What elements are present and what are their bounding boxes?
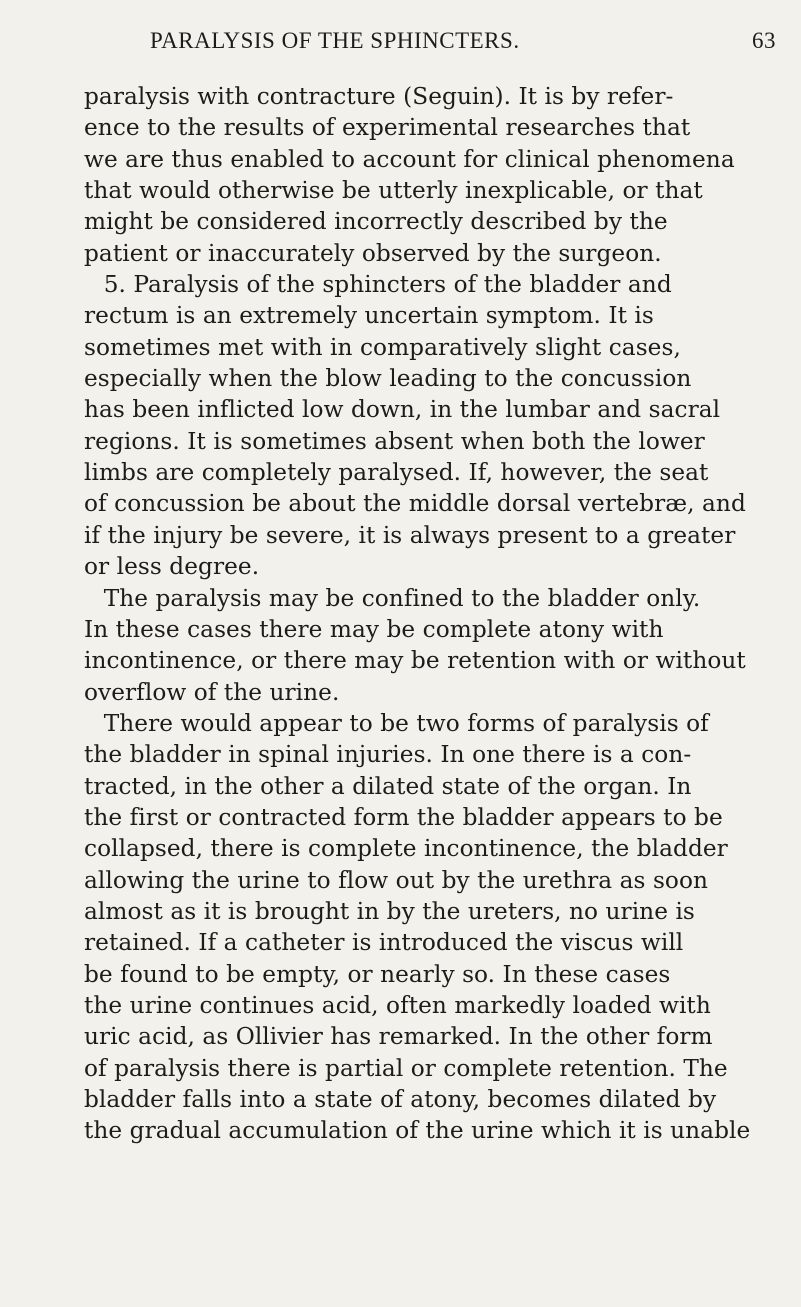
text-line: might be considered incorrectly described by the bbox=[84, 207, 668, 236]
text-line: incontinence, or there may be retention with or without bbox=[84, 646, 746, 675]
text-line: has been inflicted low down, in the lumbar and sacral bbox=[84, 395, 721, 424]
text-line: if the injury be severe, it is always present to a greater bbox=[84, 520, 736, 549]
text-line: sometimes met with in comparatively slight cases, bbox=[84, 332, 681, 361]
text-line: patient or inaccurately observed by the surgeon. bbox=[84, 238, 662, 267]
text-line: be found to be empty, or nearly so. In these cases bbox=[84, 959, 671, 988]
text-line: overflow of the urine. bbox=[84, 677, 340, 706]
text-line: The paralysis may be confined to the bladder only. bbox=[103, 583, 701, 612]
page-header bbox=[150, 24, 780, 58]
text-line: There would appear to be two forms of paralysis of bbox=[103, 708, 709, 737]
text-line: the gradual accumulation of the urine which it is unable bbox=[84, 1116, 751, 1145]
text-line: bladder falls into a state of atony, becomes dilated by bbox=[84, 1085, 717, 1113]
text-line: the urine continues acid, often markedly loaded with bbox=[84, 990, 711, 1019]
text-line: ence to the results of experimental researches that bbox=[84, 113, 691, 142]
text-line: allowing the urine to flow out by the urethra as soon bbox=[84, 865, 709, 894]
text-line: regions. It is sometimes absent when both the lower bbox=[84, 426, 705, 455]
text-line: of concussion be about the middle dorsal vertebræ, and bbox=[84, 489, 746, 518]
text-line: especially when the blow leading to the concussion bbox=[84, 364, 692, 393]
running-head: PARALYSIS OF THE SPHINCTERS. bbox=[150, 28, 520, 53]
text-line: the bladder in spinal injuries. In one there is a con- bbox=[84, 740, 692, 769]
text-line: of paralysis there is partial or complete retention. The bbox=[84, 1053, 728, 1082]
text-line: tracted, in the other a dilated state of the organ. In bbox=[84, 771, 692, 800]
text-line: that would otherwise be utterly inexplicable, or that bbox=[84, 176, 703, 205]
text-line: the first or contracted form the bladder appears to be bbox=[84, 802, 723, 831]
text-line: paralysis with contracture (Seguin). It is by refer- bbox=[84, 82, 674, 110]
text-line: uric acid, as Ollivier has remarked. In the other form bbox=[84, 1022, 713, 1051]
text-line: collapsed, there is complete incontinence, the bladder bbox=[84, 834, 728, 863]
text-line: retained. If a catheter is introduced the viscus will bbox=[84, 928, 684, 957]
text-line: In these cases there may be complete atony with bbox=[84, 614, 664, 643]
body-text bbox=[84, 81, 795, 1147]
text-line: rectum is an extremely uncertain symptom. It is bbox=[84, 301, 654, 330]
text-line: almost as it is brought in by the ureters, no urine is bbox=[84, 896, 695, 925]
text-line: limbs are completely paralysed. If, however, the seat bbox=[84, 458, 709, 487]
text-line: or less degree. bbox=[84, 552, 260, 581]
text-line: we are thus enabled to account for clinical phenomena bbox=[84, 144, 735, 173]
text-line: 5. Paralysis of the sphincters of the bladder and bbox=[103, 270, 672, 299]
page-number: 63 bbox=[752, 28, 776, 53]
